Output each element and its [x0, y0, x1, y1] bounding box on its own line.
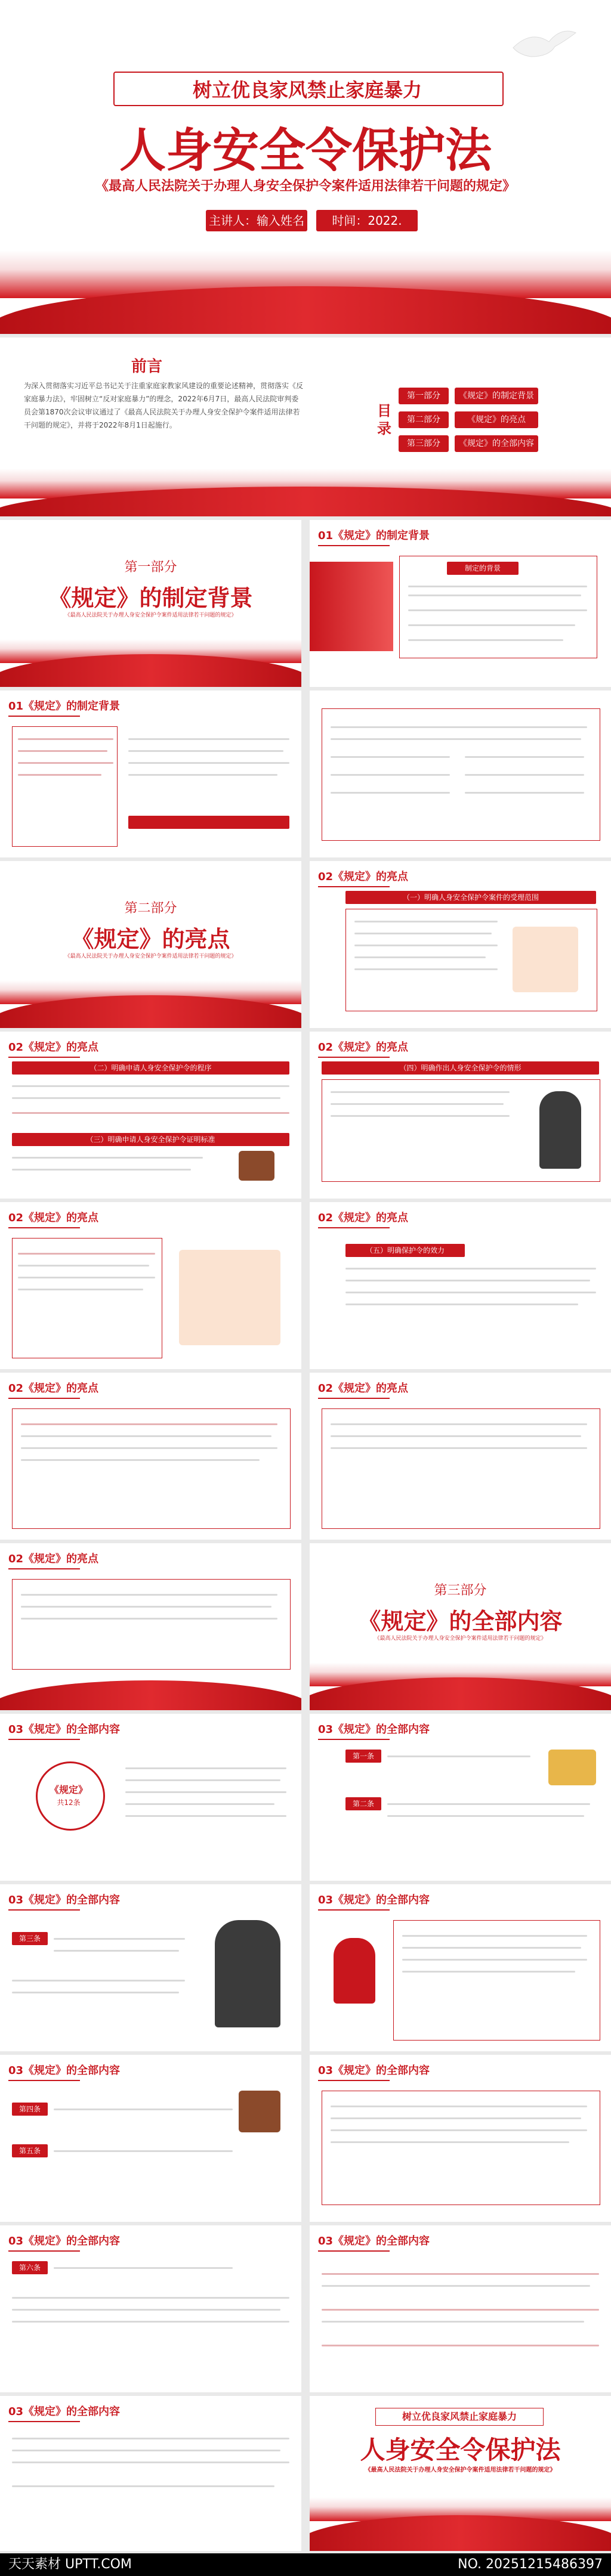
- s03-slide-i: [0, 2396, 301, 2551]
- text-line: [354, 968, 498, 970]
- scales-icon: [548, 1750, 596, 1785]
- s02-slide-c: [310, 1032, 611, 1199]
- text-line: [345, 1304, 578, 1305]
- text-line: [12, 1085, 289, 1087]
- text-line: [12, 2297, 289, 2299]
- text-line: [408, 609, 587, 611]
- s01-left-box: [12, 726, 118, 847]
- text-line: [12, 2309, 280, 2311]
- text-line: [408, 595, 581, 596]
- text-line: [331, 1435, 581, 1437]
- s03-num6: 第六条: [12, 2261, 48, 2274]
- s02-slide-d: [0, 1202, 301, 1369]
- toc-title3: 《规定》的全部内容: [455, 435, 538, 452]
- text-line: [54, 2109, 233, 2110]
- text-line: [408, 624, 575, 626]
- text-line: [12, 2438, 289, 2439]
- toc-title1: 《规定》的制定背景: [455, 388, 538, 404]
- text-line: [21, 1459, 260, 1461]
- text-line: [12, 2450, 280, 2451]
- s03-slide-f: [310, 2055, 611, 2222]
- gavel-icon: [239, 1151, 274, 1181]
- text-line: [54, 1950, 179, 1952]
- s03-slide-b: [310, 1714, 611, 1881]
- s02-point3: （三）明确申请人身安全保护令证明标准: [12, 1133, 289, 1146]
- s03-slide-e: [0, 2055, 301, 2222]
- text-line: [128, 738, 289, 740]
- text-line: [331, 1115, 510, 1117]
- text-line: [21, 1447, 277, 1449]
- s03-num5: 第五条: [12, 2144, 48, 2157]
- text-line: [125, 1803, 274, 1805]
- text-line: [128, 762, 289, 764]
- s03-header-f: 03《规定》的全部内容: [318, 2062, 430, 2081]
- text-line: [354, 921, 498, 922]
- s02-box-g: [322, 1408, 600, 1529]
- s02-header-c: 02《规定》的亮点: [318, 1039, 408, 1058]
- s02-header-b: 02《规定》的亮点: [8, 1039, 98, 1058]
- toc-part2: 第二部分: [399, 411, 449, 428]
- s03-slide-c: [0, 1884, 301, 2051]
- part1-title: 《规定》的制定背景: [48, 584, 253, 611]
- s03-header-c: 03《规定》的全部内容: [8, 1891, 120, 1911]
- s01-slide-c: [310, 691, 611, 857]
- s03-slide-d: [310, 1884, 611, 2051]
- text-line: [331, 1423, 587, 1425]
- s02-point4: （四）明确作出人身安全保护令的情形: [322, 1061, 599, 1075]
- text-line: [12, 1157, 203, 1159]
- cover-subtitle: 《最高人民法院关于办理人身安全保护令案件适用法律若干问题的规定》: [95, 179, 516, 194]
- s02-slide-b: [0, 1032, 301, 1199]
- s03-header-e: 03《规定》的全部内容: [8, 2062, 120, 2081]
- s03-header-g: 03《规定》的全部内容: [8, 2233, 120, 2252]
- text-line: [18, 1265, 149, 1267]
- cover-slide: [0, 0, 611, 334]
- watermark-bar: [0, 2553, 611, 2576]
- dove-icon: [507, 24, 579, 66]
- s02-header-a: 02《规定》的亮点: [318, 868, 408, 887]
- text-line: [331, 774, 450, 776]
- s03-box-f: [322, 2091, 600, 2205]
- s03-num1: 第一条: [345, 1750, 381, 1763]
- document-icon: [179, 1250, 280, 1345]
- s03-header-i: 03《规定》的全部内容: [8, 2403, 120, 2422]
- part3-cover-slide: [310, 1543, 611, 1710]
- end-subtitle: 《最高人民法院关于办理人身安全保护令案件适用法律若干问题的规定》: [365, 2467, 556, 2473]
- end-banner: 树立优良家风禁止家庭暴力: [375, 2408, 544, 2426]
- text-line: [345, 1292, 596, 1293]
- text-line: [354, 956, 486, 958]
- text-line: [12, 2485, 274, 2487]
- text-line: [21, 1435, 271, 1437]
- text-line: [54, 2267, 233, 2269]
- text-line: [408, 639, 563, 641]
- text-line: [387, 1815, 584, 1817]
- text-line: [18, 1289, 143, 1290]
- s02-header-d: 02《规定》的亮点: [8, 1209, 98, 1228]
- part3-label: 第三部分: [434, 1583, 487, 1598]
- text-line: [322, 2273, 599, 2275]
- text-line: [387, 1755, 530, 1757]
- s03-header-d: 03《规定》的全部内容: [318, 1891, 430, 1911]
- s03-slide-g: [0, 2225, 301, 2392]
- text-line: [322, 2309, 599, 2311]
- text-line: [12, 1980, 185, 1981]
- s01-slide-b: [0, 691, 301, 857]
- text-line: [54, 2150, 233, 2152]
- text-line: [12, 1097, 280, 1099]
- text-line: [128, 774, 277, 776]
- text-line: [465, 792, 584, 794]
- judge-icon: [215, 1920, 280, 2027]
- text-line: [331, 1447, 587, 1449]
- mulu-label: 目录: [377, 402, 391, 437]
- text-line: [12, 1992, 179, 1993]
- s03-num2: 第二条: [345, 1797, 381, 1810]
- text-line: [21, 1423, 277, 1425]
- s02-slide-h: [0, 1543, 301, 1710]
- text-line: [54, 1938, 185, 1940]
- s02-point5: （五）明确保护令的效力: [345, 1244, 465, 1257]
- text-line: [402, 1935, 587, 1937]
- s03-slide-h: [310, 2225, 611, 2392]
- text-line: [331, 2106, 587, 2107]
- preface-title: 前言: [131, 358, 163, 376]
- part3-sub: 《最高人民法院关于办理人身安全保护令案件适用法律若干问题的规定》: [374, 1636, 547, 1642]
- part1-sub: 《最高人民法院关于办理人身安全保护令案件适用法律若干问题的规定》: [64, 612, 237, 618]
- s03-badge-ring: [36, 1761, 105, 1831]
- s03-num3: 第三条: [12, 1932, 48, 1945]
- part3-title: 《规定》的全部内容: [358, 1608, 563, 1634]
- s02-slide-e: [310, 1202, 611, 1369]
- s03-header-a: 03《规定》的全部内容: [8, 1721, 120, 1740]
- text-line: [465, 756, 584, 758]
- text-line: [345, 1280, 590, 1281]
- text-line: [408, 586, 587, 587]
- text-line: [12, 2462, 289, 2463]
- person-figure-icon: [539, 1091, 581, 1169]
- text-line: [12, 1169, 191, 1171]
- s01-header-b: 01《规定》的制定背景: [8, 698, 120, 717]
- text-line: [331, 756, 450, 758]
- part2-cover-slide: [0, 861, 301, 1028]
- time-pill: 时间：2022.: [316, 210, 418, 231]
- text-line: [354, 933, 492, 934]
- s03-badge: 《规定》: [49, 1784, 88, 1795]
- s01-tag: 制定的背景: [447, 562, 519, 575]
- toc-title2: 《规定》的亮点: [455, 411, 538, 428]
- s02-slide-f: [0, 1373, 301, 1540]
- s03-slide-a: [0, 1714, 301, 1881]
- text-line: [18, 738, 113, 740]
- s03-header-b: 03《规定》的全部内容: [318, 1721, 430, 1740]
- text-line: [402, 1947, 581, 1949]
- s02-box-d: [12, 1238, 162, 1358]
- s03-header-h: 03《规定》的全部内容: [318, 2233, 430, 2252]
- s02-point2: （二）明确申请人身安全保护令的程序: [12, 1061, 289, 1075]
- part1-cover-slide: [0, 520, 301, 687]
- text-line: [465, 774, 584, 776]
- text-line: [18, 1253, 155, 1255]
- text-line: [331, 1103, 504, 1105]
- highlight-bar: [128, 816, 289, 829]
- text-line: [125, 1815, 286, 1817]
- site-label: 天天素材 UPTT.COM: [8, 2557, 132, 2572]
- s02-box-h: [12, 1579, 291, 1670]
- gavel-icon: [239, 2091, 280, 2132]
- preface-para: 为深入贯彻落实习近平总书记关于注重家庭家教家风建设的重要论述精神，贯彻落实《反家庭暴力法》，牢固树立“反对家庭暴力”的理念，2022年6月7日，最高人民法院审判委员会第1870次会议审议通过了《最高人民法院关于办理人身安全保护令案件适用法律若干问题的规定》，并将于2022年8月1日起施行。: [24, 382, 304, 429]
- text-line: [18, 762, 113, 764]
- text-line: [387, 1803, 590, 1805]
- text-line: [12, 2321, 289, 2323]
- preface-slide: [0, 338, 611, 516]
- part2-title: 《规定》的亮点: [71, 925, 230, 952]
- text-line: [345, 1268, 596, 1270]
- text-line: [18, 750, 107, 752]
- text-line: [18, 1277, 155, 1278]
- id-label: NO. 20251215486397: [458, 2557, 603, 2572]
- s02-slide-a: [310, 861, 611, 1028]
- text-line: [128, 750, 283, 752]
- person-icon: [334, 1938, 375, 2004]
- text-line: [331, 2117, 581, 2119]
- s03-num4: 第四条: [12, 2103, 48, 2116]
- text-line: [331, 2141, 569, 2143]
- text-line: [21, 1606, 271, 1608]
- part1-label: 第一部分: [124, 560, 177, 575]
- s02-slide-g: [310, 1373, 611, 1540]
- s02h-wave: [0, 1680, 301, 1710]
- s01-red-bar: [310, 562, 393, 651]
- part2-sub: 《最高人民法院关于办理人身安全保护令案件适用法律若干问题的规定》: [64, 953, 237, 959]
- text-line: [125, 1779, 280, 1781]
- cover-title: 人身安全令保护法: [119, 123, 492, 178]
- s01-header-a: 01《规定》的制定背景: [318, 527, 430, 546]
- text-line: [331, 726, 587, 728]
- text-line: [331, 738, 581, 740]
- s03-box-d: [393, 1920, 600, 2041]
- s02-point1: （一）明确人身安全保护令案件的受理范围: [345, 891, 596, 904]
- text-line: [354, 945, 498, 946]
- text-line: [125, 1767, 286, 1769]
- cover-banner-text: 树立优良家风禁止家庭暴力: [192, 79, 422, 101]
- text-line: [322, 2321, 584, 2323]
- toc-part1: 第一部分: [399, 388, 449, 404]
- part2-label: 第二部分: [124, 901, 177, 916]
- end-slide: [310, 2396, 611, 2551]
- end-title: 人身安全令保护法: [360, 2435, 561, 2464]
- s02-box-f: [12, 1408, 291, 1529]
- text-line: [331, 1091, 510, 1093]
- text-line: [18, 774, 101, 776]
- speaker-pill: 主讲人：输入姓名: [206, 210, 307, 231]
- document-icon: [513, 927, 578, 992]
- text-line: [21, 1618, 277, 1620]
- text-line: [12, 1112, 289, 1114]
- s01-slide-a: [310, 520, 611, 687]
- s03-badge-sub: 共12条: [57, 1798, 81, 1807]
- s02-header-h: 02《规定》的亮点: [8, 1550, 98, 1569]
- s02-header-e: 02《规定》的亮点: [318, 1209, 408, 1228]
- text-line: [125, 1791, 286, 1793]
- text-line: [21, 1594, 277, 1596]
- text-line: [322, 2345, 599, 2346]
- text-line: [402, 1959, 587, 1961]
- text-line: [331, 792, 450, 794]
- text-line: [402, 1971, 575, 1973]
- text-line: [322, 2285, 590, 2287]
- s02-header-f: 02《规定》的亮点: [8, 1380, 98, 1399]
- s02-header-g: 02《规定》的亮点: [318, 1380, 408, 1399]
- toc-part3: 第三部分: [399, 435, 449, 452]
- text-line: [331, 2129, 587, 2131]
